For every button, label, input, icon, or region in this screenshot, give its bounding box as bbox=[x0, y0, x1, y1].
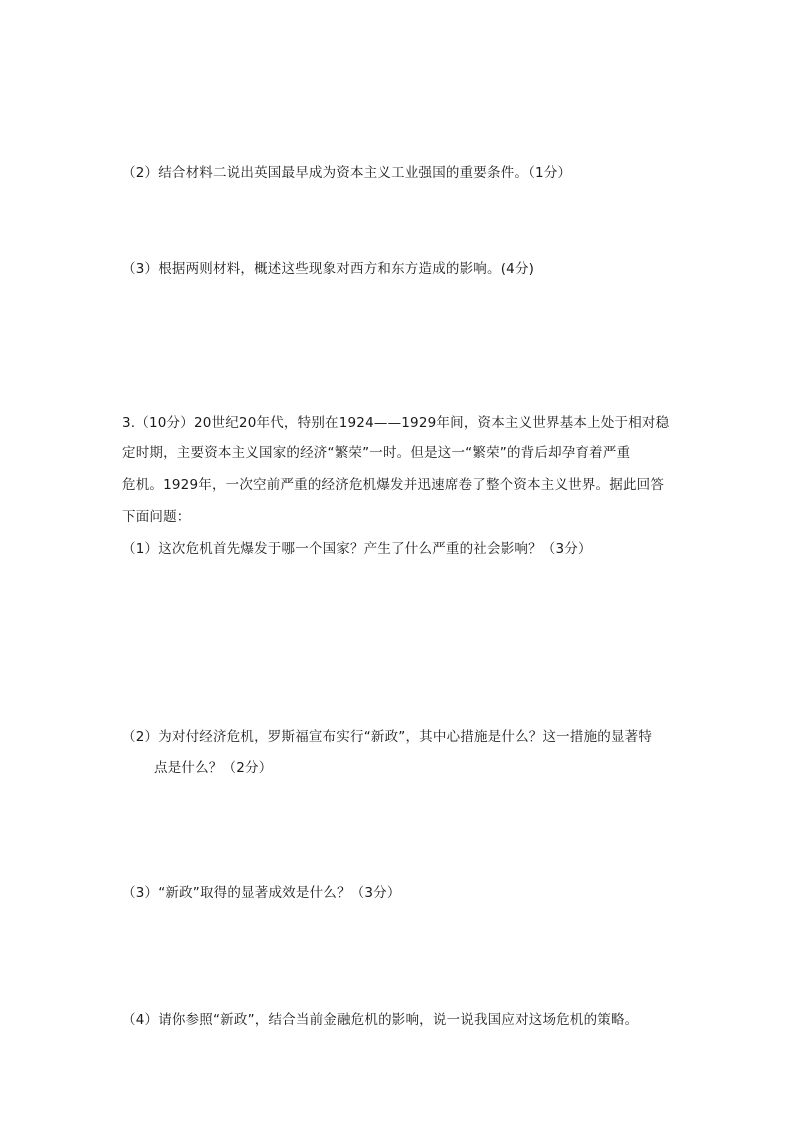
question-3-part-2-line-2: 点是什么？（2分） bbox=[154, 760, 273, 776]
question-3-part-1: （1）这次危机首先爆发于哪一个国家？产生了什么严重的社会影响？（3分） bbox=[122, 541, 592, 557]
question-3-intro-line-1: 3.（10分）20世纪20年代，特别在1924——1929年间，资本主义世界基本上处于相对稳 bbox=[122, 415, 670, 431]
question-3-part-2-line-1: （2）为对付经济危机，罗斯福宣布实行“新政”，其中心措施是什么？这一措施的显著特 bbox=[122, 729, 653, 745]
question-3-intro-line-3: 危机。1929年，一次空前严重的经济危机爆发并迅速席卷了整个资本主义世界。据此回答 bbox=[122, 477, 665, 493]
question-3-part-4: （4）请你参照“新政”，结合当前金融危机的影响，说一说我国应对这场危机的策略。 bbox=[122, 1012, 639, 1028]
question-3-intro-line-2: 定时期，主要资本主义国家的经济“繁荣”一时。但是这一“繁荣”的背后却孕育着严重 bbox=[122, 445, 631, 461]
question-3-part-3: （3）“新政”取得的显著成效是什么？（3分） bbox=[122, 885, 401, 901]
question-2-part-2: （2）结合材料二说出英国最早成为资本主义工业强国的重要条件。（1分） bbox=[122, 165, 572, 181]
question-2-part-3: （3）根据两则材料，概述这些现象对西方和东方造成的影响。(4分) bbox=[122, 261, 535, 277]
question-3-intro-line-4: 下面问题： bbox=[122, 509, 191, 525]
